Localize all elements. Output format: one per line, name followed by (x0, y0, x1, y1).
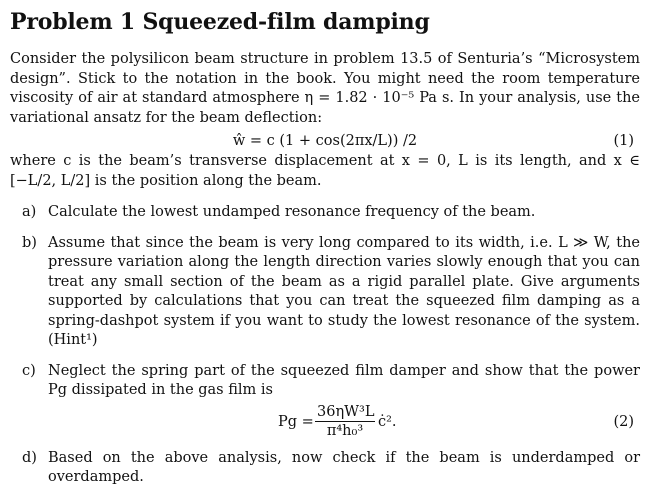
question-marker: d) (22, 449, 37, 466)
equation-1 (10, 130, 640, 152)
equation-2-numerator: 36ηW³L (317, 403, 375, 420)
equation-2-denominator: π⁴h₀³ (326, 422, 364, 439)
equation-2-fraction (315, 403, 375, 440)
equation-1-number: (1) (613, 133, 634, 149)
question-marker: c) (22, 362, 36, 379)
problem-title: Problem 1 Squeezed-film damping (10, 9, 430, 35)
equation-2 (10, 403, 640, 447)
question-marker: a) (22, 204, 37, 220)
question-marker: b) (22, 234, 37, 251)
question-item-b (10, 234, 640, 351)
question-text: Based on the above analysis, now check if the beam is underdamped or overdamped. (48, 449, 640, 485)
equation-2-number: (2) (613, 413, 634, 430)
question-text: Neglect the spring part of the squeezed film damper and show that the power Pg dissipated in the gas film is (48, 362, 640, 398)
question-item-c (10, 362, 640, 401)
question-text: Calculate the lowest undamped resonance frequency of the beam. (48, 204, 536, 220)
question-list (10, 203, 640, 488)
equation-2-lhs: Pg = (278, 413, 314, 430)
question-item-a (10, 203, 640, 223)
intro-paragraph: Consider the polysilicon beam structure in problem 13.5 of Senturia’s “Microsystem design”. Stick to the notation in the book. You might need the room temperature viscosity of air at standard atmosphere η = 1.82 · 10⁻⁵ Pa s. In your analysis, use the variational ansatz for the beam deflection: (10, 51, 640, 126)
question-text: Assume that since the beam is very long compared to its width, i.e. L ≫ W, the pressure variation along the length direction varies slowly enough that you can treat any small section of the beam as a rigid parallel plate. Give arguments supported by calculations that you can treat the squeezed film damping as a spring-dashpot system if you want to study the lowest resonance of the system. (Hint¹) (48, 234, 640, 348)
question-item-d (10, 449, 640, 488)
equation-1-body: ŵ = c (1 + cos(2πx/L)) /2 (232, 133, 418, 149)
after-equation-paragraph: where c is the beam’s transverse displacement at x = 0, L is its length, and x ∈ [−L/2, L/2] is the position along the beam. (10, 153, 640, 189)
equation-2-tail: ċ². (378, 413, 397, 430)
